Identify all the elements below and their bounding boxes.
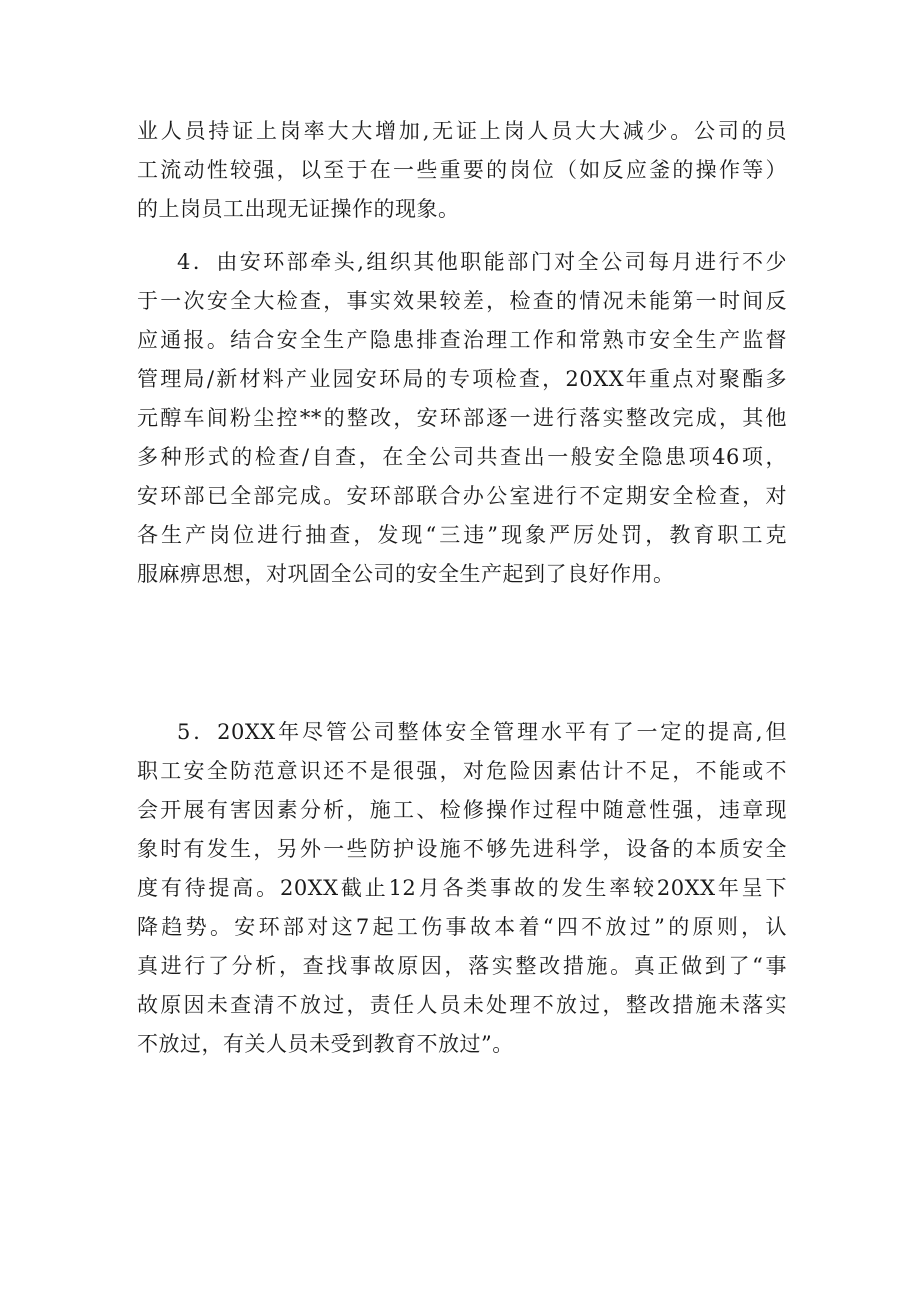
- text-line: 管理局/新材料产业园安环局的专项检查，20XX年重点对聚酯多: [137, 367, 787, 391]
- text-line: 元醇车间粉尘控**的整改，安环部逐一进行落实整改完成，其他: [137, 406, 787, 430]
- text-line: 真进行了分析，查找事故原因，落实整改措施。真正做到了“事: [137, 954, 787, 978]
- text-line: 应通报。结合安全生产隐患排查治理工作和常熟市安全生产监督: [137, 328, 787, 352]
- text-line: 故原因未查清不放过，责任人员未处理不放过，整改措施未落实: [137, 993, 787, 1017]
- text-line: 降趋势。安环部对这7起工伤事故本着“四不放过”的原则，认: [137, 915, 787, 939]
- text-line: 会开展有害因素分析，施工、检修操作过程中随意性强，违章现: [137, 798, 787, 822]
- text-line: 4．由安环部牵头,组织其他职能部门对全公司每月进行不少: [177, 250, 787, 274]
- text-line: 5．20XX年尽管公司整体安全管理水平有了一定的提高,但: [177, 720, 787, 744]
- text-line: 度有待提高。20XX截止12月各类事故的发生率较20XX年呈下: [137, 876, 787, 900]
- text-line: 多种形式的检查/自查，在全公司共查出一般安全隐患项46项，: [137, 445, 787, 469]
- text-line: 职工安全防范意识还不是很强，对危险因素估计不足，不能或不: [137, 759, 787, 783]
- text-line: 于一次安全大检查，事实效果较差，检查的情况未能第一时间反: [137, 289, 787, 313]
- text-line: 的上岗员工出现无证操作的现象。: [137, 197, 460, 221]
- paragraph-continuation: [137, 112, 787, 229]
- text-line: 服麻痹思想，对巩固全公司的安全生产起到了良好作用。: [137, 562, 675, 586]
- text-line: 不放过，有关人员未受到教育不放过”。: [137, 1032, 514, 1056]
- text-line: 安环部已全部完成。安环部联合办公室进行不定期安全检查，对: [137, 484, 787, 508]
- text-line: 象时有发生，另外一些防护设施不够先进科学，设备的本质安全: [137, 837, 787, 861]
- text-line: 各生产岗位进行抽查，发现“三违”现象严厉处罚，教育职工克: [137, 523, 787, 547]
- paragraph-item-5: [137, 713, 787, 1064]
- text-line: 工流动性较强，以至于在一些重要的岗位（如反应釜的操作等）: [137, 158, 787, 182]
- text-line: 业人员持证上岗率大大增加,无证上岗人员大大减少。公司的员: [137, 119, 787, 143]
- paragraph-item-4: [137, 243, 787, 594]
